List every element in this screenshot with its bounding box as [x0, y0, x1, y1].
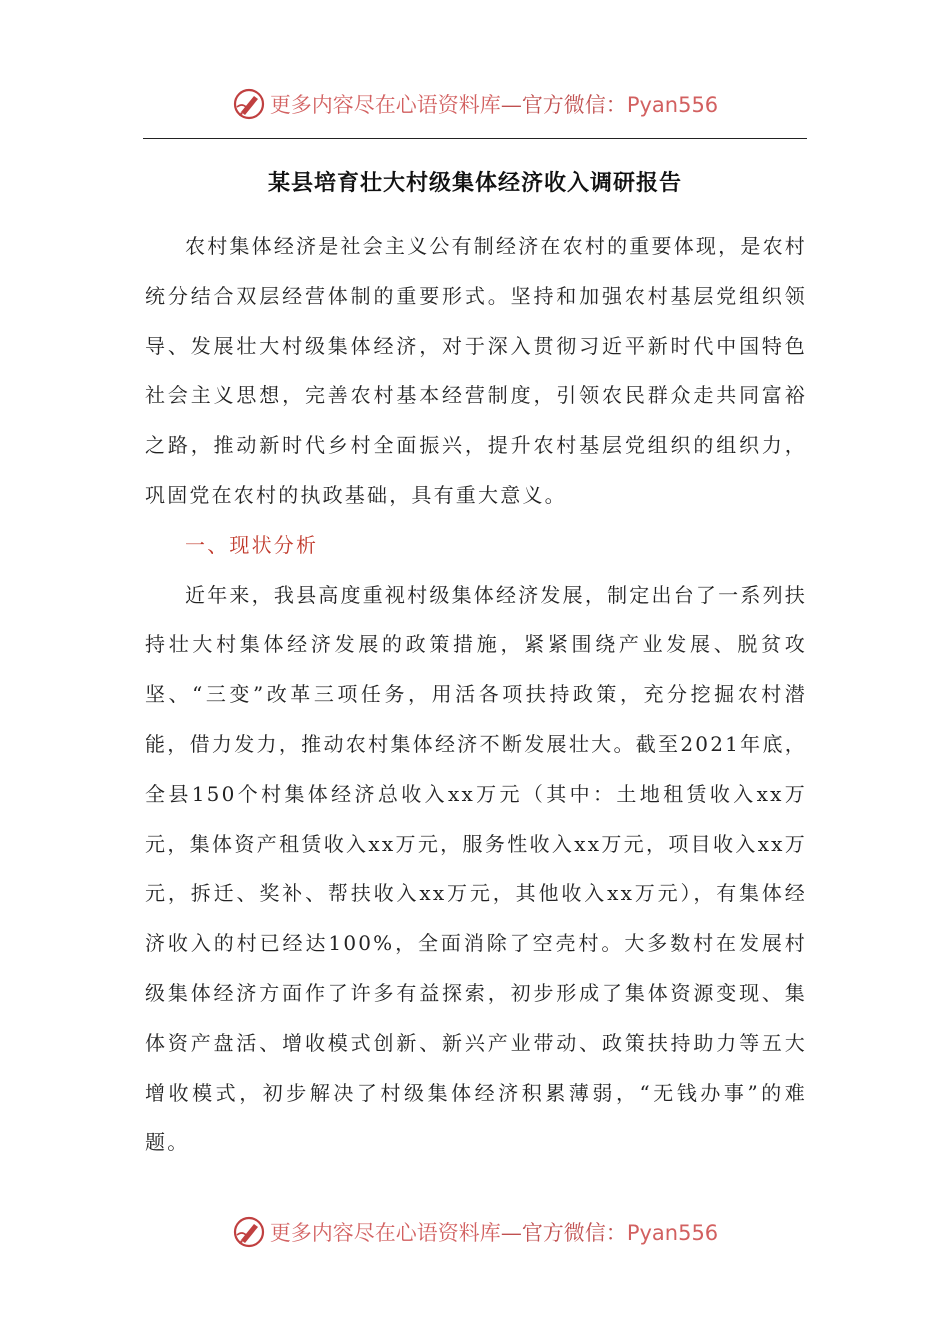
banner-main-text: 更多内容尽在心语资料库 [269, 1221, 501, 1245]
section-paragraph: 近年来，我县高度重视村级集体经济发展，制定出台了一系列扶持壮大村集体经济发展的政策措施，紧紧围绕产业发展、脱贫攻坚、“三变”改革三项任务，用活各项扶持政策，充分挖掘农村潜能，借力发力，推动农村集体经济不断发展壮大。截至2021年底，全县150个村集体经济总收入xx万元（其中：土地租赁收入xx万元，集体资产租赁收入xx万元，服务性收入xx万元，项目收入xx万元，拆迁、奖补、帮扶收入xx万元，其他收入xx万元），有集体经济收入的村已经达100%，全面消除了空壳村。大多数村在发展村级集体经济方面作了许多有益探索，初步形成了集体资源变现、集体资产盘活、增收模式创新、新兴产业带动、政策扶持助力等五大增收模式，初步解决了村级集体经济积累薄弱，“无钱办事”的难题。 [145, 582, 807, 1155]
banner-text [270, 1217, 718, 1247]
header-divider [143, 138, 807, 139]
pen-logo-icon [232, 1215, 266, 1249]
header-banner [0, 84, 950, 124]
banner-separator: — [500, 1221, 522, 1245]
pen-logo-icon [232, 87, 266, 121]
banner-wechat-label: 官方微信： [521, 93, 627, 117]
footer-banner [0, 1212, 950, 1252]
banner-main-text: 更多内容尽在心语资料库 [269, 93, 501, 117]
banner-wechat-id: Pyan556 [626, 93, 719, 117]
document-body [145, 222, 807, 1168]
intro-paragraph: 农村集体经济是社会主义公有制经济在农村的重要体现，是农村统分结合双层经营体制的重要形式。坚持和加强农村基层党组织领导、发展壮大村级集体经济，对于深入贯彻习近平新时代中国特色社会主义思想，完善农村基本经营制度，引领农民群众走共同富裕之路，推动新时代乡村全面振兴，提升农村基层党组织的组织力，巩固党在农村的执政基础，具有重大意义。 [145, 234, 807, 507]
banner-wechat-id: Pyan556 [626, 1221, 719, 1245]
section-heading: 一、现状分析 [185, 532, 319, 557]
banner-wechat-label: 官方微信： [521, 1221, 627, 1245]
banner-text [270, 89, 718, 119]
banner-separator: — [500, 93, 522, 117]
document-title: 某县培育壮大村级集体经济收入调研报告 [267, 170, 682, 196]
